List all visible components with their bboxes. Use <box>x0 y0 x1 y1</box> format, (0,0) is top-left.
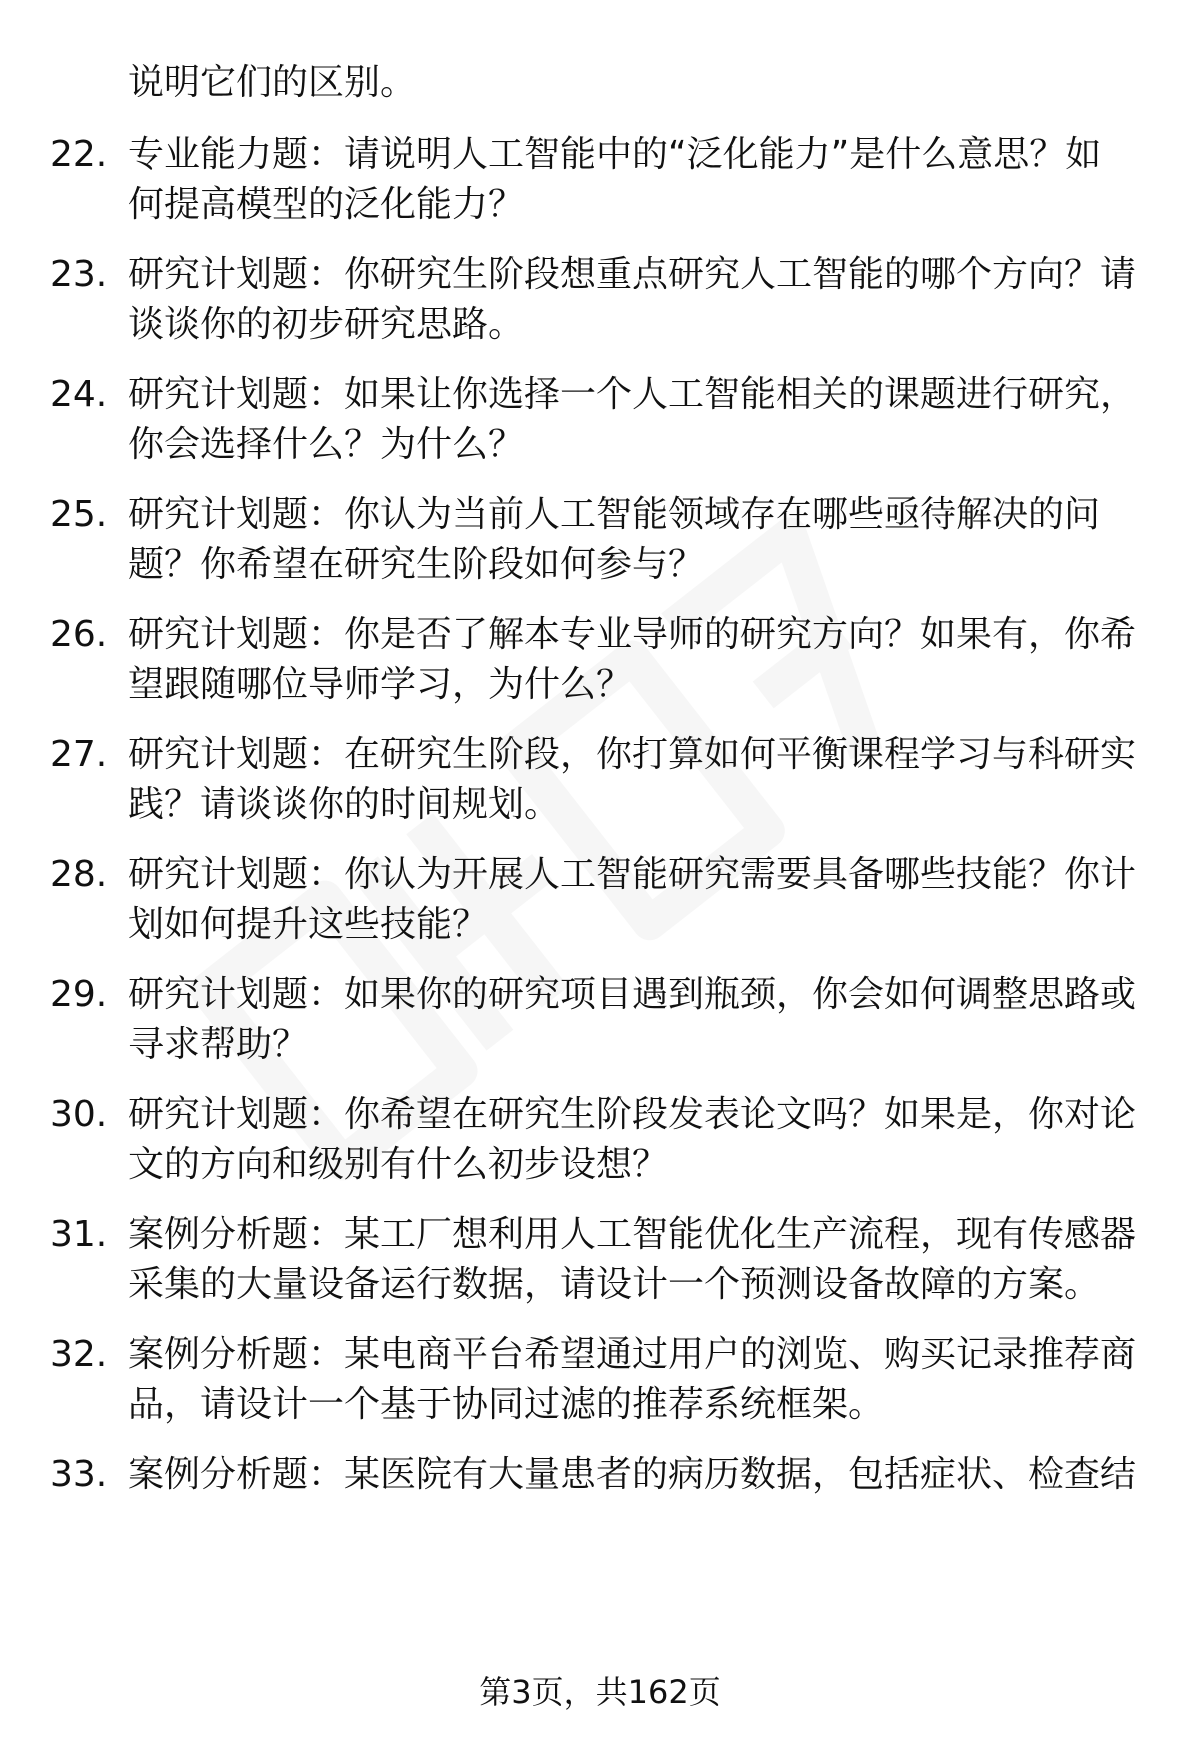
question-line: 践？请谈谈你的时间规划。 <box>128 784 561 825</box>
question-text <box>128 1330 1178 1430</box>
question-text <box>128 130 1178 230</box>
question-line: 你会选择什么？为什么？ <box>128 424 525 465</box>
question-text <box>128 730 1178 830</box>
question-item <box>0 850 1200 960</box>
question-line: 寻求帮助？ <box>128 1024 309 1065</box>
question-text <box>128 1450 1178 1500</box>
question-number: 29. <box>50 974 108 1015</box>
question-text <box>128 610 1178 710</box>
question-line: 研究计划题：你研究生阶段想重点研究人工智能的哪个方向？请 <box>128 254 1137 295</box>
question-line: 文的方向和级别有什么初步设想？ <box>128 1144 669 1185</box>
question-number: 33. <box>50 1454 108 1495</box>
question-text <box>128 250 1178 350</box>
question-line: 研究计划题：如果让你选择一个人工智能相关的课题进行研究， <box>128 374 1137 415</box>
question-number: 23. <box>50 254 108 295</box>
question-item <box>0 370 1200 480</box>
question-line: 品，请设计一个基于协同过滤的推荐系统框架。 <box>128 1384 885 1425</box>
question-item <box>0 1330 1200 1440</box>
question-line: 案例分析题：某医院有大量患者的病历数据，包括症状、检查结 <box>128 1454 1137 1495</box>
question-line: 研究计划题：如果你的研究项目遇到瓶颈，你会如何调整思路或 <box>128 974 1137 1015</box>
question-line: 划如何提升这些技能？ <box>128 904 489 945</box>
question-text <box>128 370 1178 470</box>
page-footer: 第3页，共162页 <box>479 1673 721 1711</box>
question-line: 研究计划题：你认为当前人工智能领域存在哪些亟待解决的问 <box>128 494 1101 535</box>
question-text <box>128 1090 1178 1190</box>
question-item <box>0 730 1200 840</box>
question-item <box>0 250 1200 360</box>
question-text <box>128 970 1178 1070</box>
question-line: 望跟随哪位导师学习，为什么？ <box>128 664 633 705</box>
question-number: 26. <box>50 614 108 655</box>
question-number: 31. <box>50 1214 108 1255</box>
question-number: 28. <box>50 854 108 895</box>
question-line: 何提高模型的泛化能力？ <box>128 184 525 225</box>
question-item <box>0 490 1200 600</box>
question-item <box>0 970 1200 1080</box>
question-item <box>0 610 1200 720</box>
question-number: 32. <box>50 1334 108 1375</box>
question-text <box>128 850 1178 950</box>
question-line: 研究计划题：你是否了解本专业导师的研究方向？如果有，你希 <box>128 614 1137 655</box>
question-item <box>0 1090 1200 1200</box>
question-line: 专业能力题：请说明人工智能中的“泛化能力”是什么意思？如 <box>128 134 1102 175</box>
question-number: 30. <box>50 1094 108 1135</box>
question-line: 研究计划题：你认为开展人工智能研究需要具备哪些技能？你计 <box>128 854 1137 895</box>
question-line: 研究计划题：你希望在研究生阶段发表论文吗？如果是，你对论 <box>128 1094 1137 1135</box>
question-line: 采集的大量设备运行数据，请设计一个预测设备故障的方案。 <box>128 1264 1101 1305</box>
question-number: 24. <box>50 374 108 415</box>
question-text <box>128 1210 1178 1310</box>
question-line: 题？你希望在研究生阶段如何参与？ <box>128 544 705 585</box>
question-line: 案例分析题：某工厂想利用人工智能优化生产流程，现有传感器 <box>128 1214 1137 1255</box>
question-item <box>0 1210 1200 1320</box>
question-number: 25. <box>50 494 108 535</box>
question-text <box>128 490 1178 590</box>
continuation-text: 说明它们的区别。 <box>128 62 417 103</box>
question-line: 研究计划题：在研究生阶段，你打算如何平衡课程学习与科研实 <box>128 734 1137 775</box>
question-item <box>0 130 1200 240</box>
question-line: 案例分析题：某电商平台希望通过用户的浏览、购买记录推荐商 <box>128 1334 1137 1375</box>
question-number: 27. <box>50 734 108 775</box>
question-line: 谈谈你的初步研究思路。 <box>128 304 525 345</box>
question-item <box>0 1450 1200 1505</box>
question-number: 22. <box>50 134 108 175</box>
